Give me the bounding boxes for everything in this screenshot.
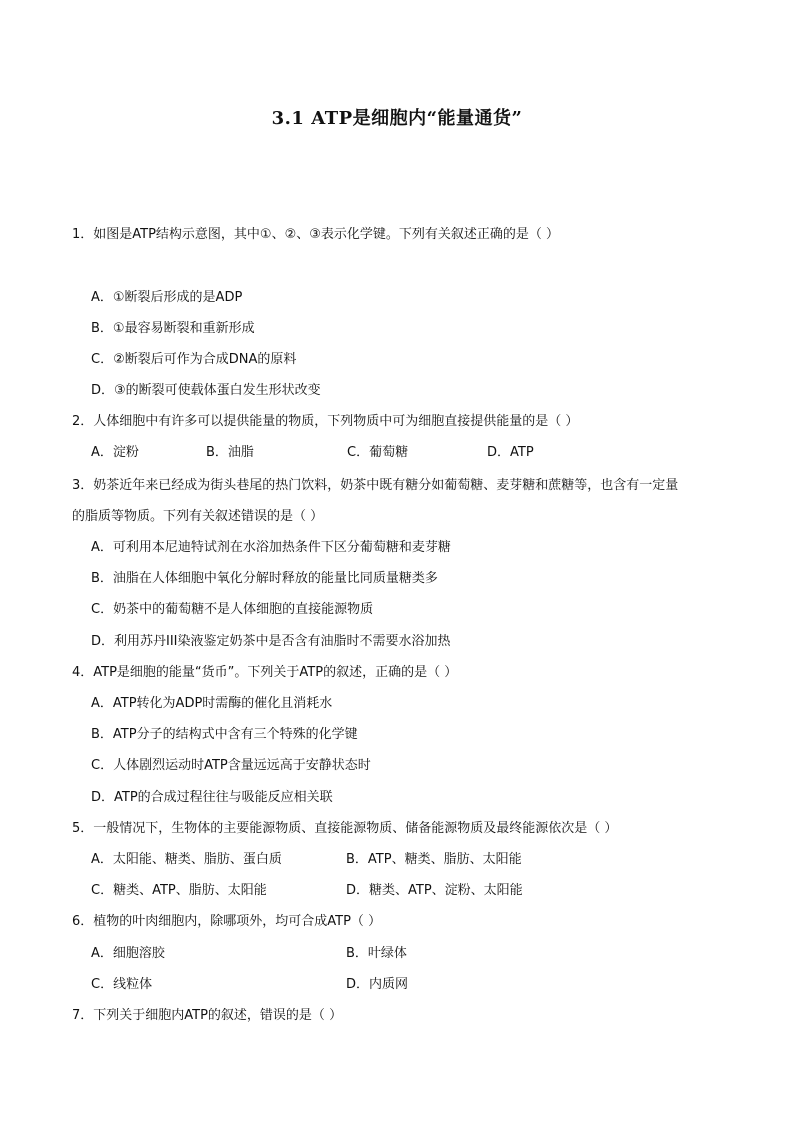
question-1-option-c: C．②断裂后可作为合成DNA的原料 — [91, 352, 297, 367]
question-5-stem: 5．一般情况下，生物体的主要能源物质、直接能源物质、储备能源物质及最终能源依次是（ ） — [72, 821, 618, 836]
question-3-stem-line-1: 3．奶茶近年来已经成为街头巷尾的热门饮料，奶茶中既有糖分如葡萄糖、麦芽糖和蔗糖等，也含有一定量 — [72, 478, 679, 493]
question-6-option-b: B．叶绿体 — [346, 946, 407, 961]
question-1-option-a: A．①断裂后形成的是ADP — [91, 290, 243, 305]
question-6-stem: 6．植物的叶肉细胞内，除哪项外，均可合成ATP（ ） — [72, 914, 382, 929]
question-3-option-b: B．油脂在人体细胞中氧化分解时释放的能量比同质量糖类多 — [91, 571, 438, 586]
question-2-option-d: D．ATP — [487, 445, 534, 460]
question-4-option-d: D．ATP的合成过程往往与吸能反应相关联 — [91, 790, 333, 805]
question-3-stem-line-2: 的脂质等物质。下列有关叙述错误的是（ ） — [72, 509, 324, 524]
question-4-option-b: B．ATP分子的结构式中含有三个特殊的化学键 — [91, 727, 358, 742]
question-4-option-a: A．ATP转化为ADP时需酶的催化且消耗水 — [91, 696, 333, 711]
question-1-option-b: B．①最容易断裂和重新形成 — [91, 321, 255, 336]
question-2-stem: 2．人体细胞中有许多可以提供能量的物质，下列物质中可为细胞直接提供能量的是（ ） — [72, 414, 579, 429]
question-4-option-c: C．人体剧烈运动时ATP含量远远高于安静状态时 — [91, 758, 371, 773]
question-3-option-c: C．奶茶中的葡萄糖不是人体细胞的直接能源物质 — [91, 602, 374, 617]
question-3-option-d: D．利用苏丹III染液鉴定奶茶中是否含有油脂时不需要水浴加热 — [91, 634, 451, 649]
question-1-stem: 1．如图是ATP结构示意图，其中①、②、③表示化学键。下列有关叙述正确的是（ ） — [72, 227, 560, 242]
question-1-option-d: D．③的断裂可使载体蛋白发生形状改变 — [91, 383, 321, 398]
question-4-stem: 4．ATP是细胞的能量“货币”。下列关于ATP的叙述，正确的是（ ） — [72, 665, 458, 680]
question-7-stem: 7．下列关于细胞内ATP的叙述，错误的是（ ） — [72, 1008, 343, 1023]
question-2-option-b: B．油脂 — [206, 445, 254, 460]
question-5-option-d: D．糖类、ATP、淀粉、太阳能 — [346, 883, 523, 898]
question-6-option-a: A．细胞溶胶 — [91, 946, 165, 961]
question-6-option-d: D．内质网 — [346, 977, 409, 992]
question-2-option-a: A．淀粉 — [91, 445, 139, 460]
page-title: 3.1 ATP是细胞内“能量通货” — [271, 108, 523, 129]
question-5-option-a: A．太阳能、糖类、脂肪、蛋白质 — [91, 852, 282, 867]
question-5-option-b: B．ATP、糖类、脂肪、太阳能 — [346, 852, 522, 867]
question-5-option-c: C．糖类、ATP、脂肪、太阳能 — [91, 883, 267, 898]
question-3-option-a: A．可利用本尼迪特试剂在水浴加热条件下区分葡萄糖和麦芽糖 — [91, 540, 451, 555]
question-2-option-c: C．葡萄糖 — [347, 445, 409, 460]
question-6-option-c: C．线粒体 — [91, 977, 153, 992]
